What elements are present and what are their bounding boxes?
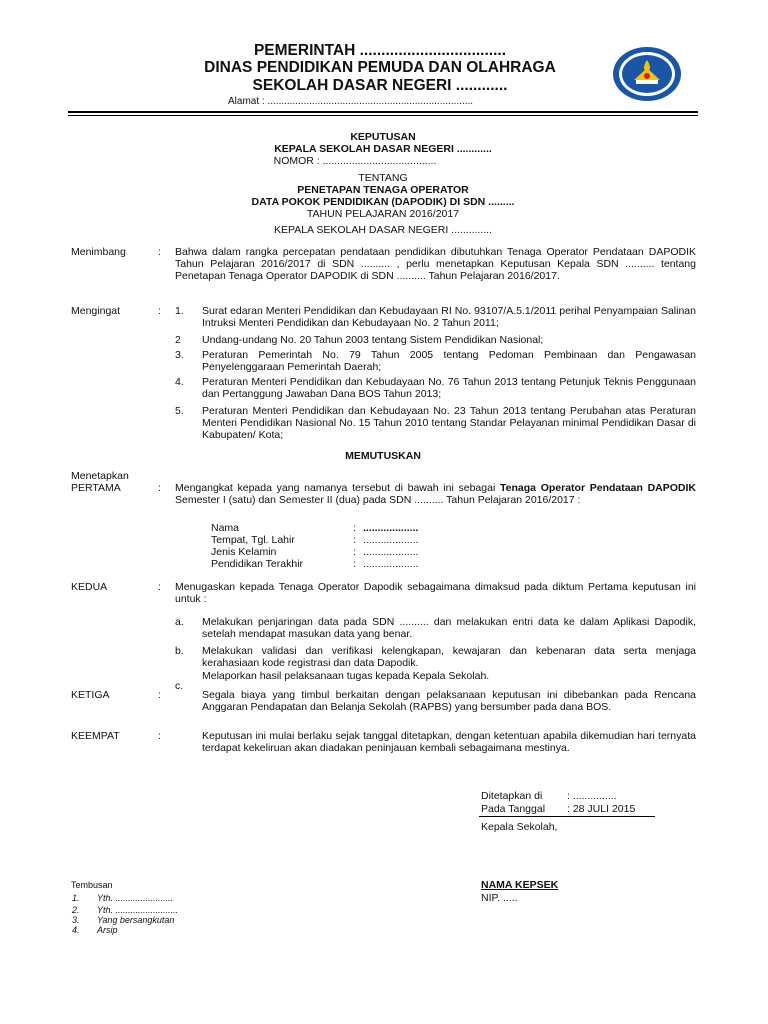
kedua-colon: : xyxy=(158,581,161,593)
kedua-label: KEDUA xyxy=(71,581,108,593)
ketiga-text: Segala biaya yang timbul berkaitan dengan pelaksanaan keputusan ini dibebankan pada Rencana Anggaran Pendapatan dan Belanja Sekolah (RAPBS) yang bersumber pada dana BOS. xyxy=(202,689,696,714)
menimbang-text: Bahwa dalam rangka percepatan pendataan pendidikan dibutuhkan Tenaga Operator Pendataan DAPODIK Tahun Pelajaran 2016/2017 di SDN .......... , perlu menetapkan Keputusan Kepala SDN .......... tentang Penetapan Tenaga Operator DAPODIK di SDN .......... Tahun Pelajaran 2016/2017. xyxy=(175,246,696,283)
keempat-label: KEEMPAT xyxy=(71,730,120,742)
keempat-text: Keputusan ini mulai berlaku sejak tanggal ditetapkan, dengan ketentuan apabila dikemudian hari ternyata terdapat kekeliruan akan diadakan peninjauan kembali sebagaimana mestinya. xyxy=(202,730,696,755)
field-label: Pendidikan Terakhir xyxy=(211,558,304,570)
signature-nip: NIP. ..... xyxy=(481,892,518,904)
mengingat-item-text: Peraturan Menteri Pendidikan dan Kebudayaan No. 23 Tahun 2013 tentang Perubahan atas Peraturan Menteri Pendidikan Nasional No. 15 Tahun 2010 tentang Standar Pelayanan minimal Pendidikan Dasar di Kabupaten/ Kota; xyxy=(202,405,696,442)
mengingat-item-num: 5. xyxy=(175,405,184,417)
title-tahun: TAHUN PELAJARAN 2016/2017 xyxy=(306,208,460,220)
tembusan-item-text: Yang bersangkutan xyxy=(97,915,175,925)
pertama-colon: : xyxy=(158,482,161,494)
tembusan-item-text: Arsip xyxy=(97,925,118,935)
tembusan-label: Tembusan xyxy=(71,880,113,890)
kedua-item-text: Melakukan validasi dan verifikasi kelengkapan, kewajaran dan kebenaran data serta menjaga kerahasiaan kode registrasi dan data Dapodik. xyxy=(202,645,696,670)
tembusan-item-num: 4. xyxy=(72,925,80,935)
title-subject-2: DATA POKOK PENDIDIKAN (DAPODIK) DI SDN ......... xyxy=(251,196,515,208)
menimbang-colon: : xyxy=(158,246,161,258)
memutuskan-heading: MEMUTUSKAN xyxy=(345,450,421,462)
tanggal-value: : 28 JULI 2015 xyxy=(567,803,636,815)
field-value: ................... xyxy=(363,546,419,558)
header-rule-thick xyxy=(68,111,698,113)
tanggal-label: Pada Tanggal xyxy=(481,803,546,815)
signature-rule xyxy=(479,816,655,817)
ditetapkan-label: Ditetapkan di xyxy=(481,790,543,802)
tut-wuri-handayani-logo xyxy=(612,46,682,102)
pertama-label: PERTAMA xyxy=(71,482,121,494)
header-rule-thin xyxy=(68,115,698,116)
field-value: ................... xyxy=(363,534,419,546)
field-colon: : xyxy=(353,546,356,558)
ditetapkan-value: : ............... xyxy=(567,790,617,802)
tembusan-item-text: Yth. ......................... xyxy=(97,905,179,915)
menimbang-label: Menimbang xyxy=(71,246,126,258)
mengingat-item-text: Undang-undang No. 20 Tahun 2003 tentang Sistem Pendidikan Nasional; xyxy=(202,334,544,346)
tembusan-item-num: 3. xyxy=(72,915,80,925)
title-kepala: KEPALA SEKOLAH DASAR NEGERI ............ xyxy=(274,143,492,155)
menetapkan-label: Menetapkan xyxy=(71,470,129,482)
field-colon: : xyxy=(353,522,356,534)
title-kepala-2: KEPALA SEKOLAH DASAR NEGERI .............. xyxy=(273,224,493,236)
tembusan-item-num: 2. xyxy=(72,905,80,915)
kedua-item-num: c. xyxy=(175,680,184,692)
mengingat-item-text: Surat edaran Menteri Pendidikan dan Kebudayaan RI No. 93107/A.5.1/2011 perihal Penyampaian Salinan Intruksi Menteri Pendidikan dan Kebudayaan No. 2 Tahun 2011; xyxy=(202,305,696,330)
field-label: Jenis Kelamin xyxy=(211,546,277,558)
header-department: DINAS PENDIDIKAN PEMUDA DAN OLAHRAGA xyxy=(204,59,556,76)
kedua-text: Menugaskan kepada Tenaga Operator Dapodik sebagaimana dimaksud pada diktum Pertama keputusan ini untuk : xyxy=(175,581,696,606)
title-tentang: TENTANG xyxy=(358,172,408,184)
mengingat-item-num: 4. xyxy=(175,376,184,388)
pertama-text: Mengangkat kepada yang namanya tersebut di bawah ini sebagai Tenaga Operator Pendataan DAPODIK Semester I (satu) dan Semester II (dua) pada SDN .......... Tahun Pelajaran 2016/2017 : xyxy=(175,482,696,507)
mengingat-label: Mengingat xyxy=(71,305,121,317)
header-school: SEKOLAH DASAR NEGERI ............ xyxy=(252,77,508,94)
ketiga-colon: : xyxy=(158,689,161,701)
signature-nama: NAMA KEPSEK xyxy=(481,879,559,891)
signature-jabatan: Kepala Sekolah, xyxy=(481,821,558,833)
tembusan-item-text: Yth. ....................... xyxy=(97,893,174,903)
keempat-colon: : xyxy=(158,730,161,742)
field-label: Tempat, Tgl. Lahir xyxy=(211,534,295,546)
title-nomor: NOMOR : ....................................... xyxy=(273,155,437,167)
header-government: PEMERINTAH .................................. xyxy=(253,42,507,59)
field-colon: : xyxy=(353,558,356,570)
mengingat-item-text: Peraturan Pemerintah No. 79 Tahun 2005 tentang Pedoman Pembinaan dan Pengawasan Penyelenggaraan Pemerintah Daerah; xyxy=(202,349,696,374)
header-address: Alamat : .......................................................................... xyxy=(228,96,474,107)
mengingat-item-num: 1. xyxy=(175,305,184,317)
mengingat-item-num: 3. xyxy=(175,349,184,361)
field-value: ................... xyxy=(363,558,419,570)
field-colon: : xyxy=(353,534,356,546)
field-value: ................... xyxy=(363,522,419,534)
kedua-item-text: Melaporkan hasil pelaksanaan tugas kepada Kepala Sekolah. xyxy=(202,670,490,682)
kedua-item-num: b. xyxy=(175,645,184,657)
tembusan-item-num: 1. xyxy=(72,893,80,903)
title-keputusan: KEPUTUSAN xyxy=(350,131,416,143)
mengingat-item-text: Peraturan Menteri Pendidikan dan Kebudayaan No. 76 Tahun 2013 tentang Petunjuk Teknis Penggunaan dan Pertanggung Jawaban Dana BOS Tahun 2013; xyxy=(202,376,696,401)
title-subject-1: PENETAPAN TENAGA OPERATOR xyxy=(297,184,469,196)
field-label: Nama xyxy=(211,522,240,534)
kedua-item-text: Melakukan penjaringan data pada SDN .......... dan melakukan entri data ke dalam Aplikasi Dapodik, setelah mendapat masukan data yang benar. xyxy=(202,616,696,641)
mengingat-item-num: 2 xyxy=(175,334,181,346)
kedua-item-num: a. xyxy=(175,616,184,628)
mengingat-colon: : xyxy=(158,305,161,317)
ketiga-label: KETIGA xyxy=(71,689,110,701)
